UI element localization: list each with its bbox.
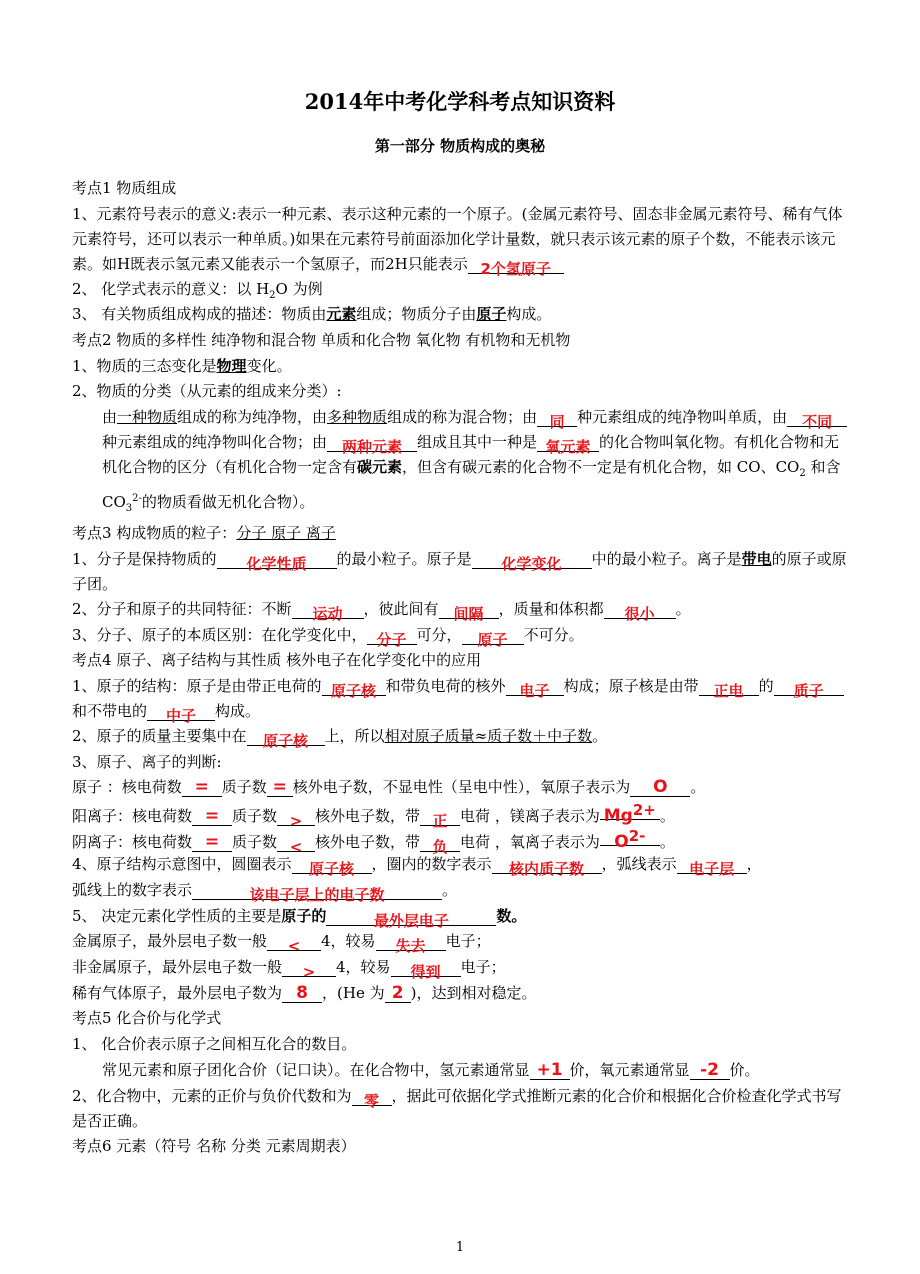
answer-text: 最外层电子: [373, 911, 449, 930]
answer-text: 核内质子数: [509, 860, 585, 879]
answer-text: 同: [549, 413, 565, 432]
answer-text: 零: [364, 1091, 380, 1110]
kp2-heading: 考点2 物质的多样性 纯净物和混合物 单质和化合物 氧化物 有机物和无机物: [72, 331, 571, 350]
kp2-item-1: 1、物质的三态变化是物理变化。: [72, 356, 292, 375]
kp3-heading: 考点3 构成物质的粒子：分子 原子 离子: [72, 524, 336, 543]
kp1-item-1: 1、元素符号表示的意义:表示一种元素、表示这种元素的一个原子。(金属元素符号、固态非金属元素符号、稀有气体元素符号，还可以表示一种单质。)如果在元素符号前面添加化学计量数，就只表示该元素的原子个数，不能表示该元素。如H既表示氢元素又能表示一个氢原子，而2H只能表示 2个氢原子: [72, 204, 843, 278]
answer-text: 氧元素: [545, 438, 591, 457]
answer-text: 电子层: [689, 860, 735, 879]
kp4-item-3: 3、原子、离子的判断:: [72, 752, 222, 771]
answer-text: <: [289, 837, 303, 856]
answer-text: 原子核: [309, 860, 355, 879]
metal-line: 金属原子，最外层电子数一般 < 4，较易 失去 电子；: [72, 932, 491, 956]
answer-blank: 2个氢原子: [468, 255, 564, 274]
answer-text: O: [653, 777, 668, 798]
answer-text: 得到: [410, 963, 441, 982]
answer-text: 原子核: [263, 731, 309, 750]
nonmetal-line: 非金属原子，最外层电子数一般 > 4，较易 得到 电子；: [72, 958, 506, 982]
answer-text: -2: [700, 1059, 719, 1080]
answer-text: 化学性质: [246, 554, 307, 573]
kp3-item-3: 3、分子、原子的本质区别：在化学变化中， 分子 可分， 原子 不可分。: [72, 625, 584, 649]
answer-text: >: [289, 811, 303, 830]
kp4-item-5: 5、 决定元素化学性质的主要是原子的 最外层电子 数。: [72, 906, 527, 930]
answer-text: =: [272, 777, 287, 798]
answer-text: =: [204, 805, 220, 826]
answer-text: 化学变化: [501, 554, 562, 573]
page-number: 1: [455, 1240, 465, 1255]
kp6-heading: 考点6 元素（符号 名称 分类 元素周期表）: [72, 1136, 356, 1155]
kp1-item-2: 2、 化学式表示的意义：以 $H_2O$ 为例: [72, 279, 323, 301]
noble-gas-line: 稀有气体原子，最外层电子数为 8 ，(He 为 2 )，达到相对稳定。: [72, 982, 537, 1003]
answer-text: 很小: [624, 604, 655, 623]
answer-text: Mg: [603, 805, 633, 826]
answer-text: 中子: [166, 706, 197, 725]
answer-text: 两种元素: [342, 438, 403, 457]
answer-text: 该电子层上的电子数: [249, 886, 385, 904]
kp3-item-1: 1、分子是保持物质的 化学性质 的最小粒子。原子是 化学变化 中的最小粒子。离子是带电的原子或原子团。: [72, 549, 847, 593]
answer-text: <: [287, 937, 301, 956]
kp2-item-2: 2、物质的分类（从元素的组成来分类）:: [72, 382, 342, 401]
kp1-item-3: 3、 有关物质组成构成的描述：物质由元素组成；物质分子由原子构成。: [72, 305, 552, 324]
atom-line: 原子 ：核电荷数 = 质子数 = 核外电子数，不显电性（呈电中性），氧原子表示为 O 。: [72, 777, 706, 798]
kp4-heading: 考点4 原子、离子结构与其性质 核外电子在化学变化中的应用: [72, 651, 482, 670]
anion-line: 阴离子：核电荷数 = 质子数 < 核外电子数，带 负 电荷 ，氧离子表示为 $O^{2-}$ 。: [72, 826, 675, 856]
kp2-paragraph: 由一种物质组成的称为纯净物，由多种物质组成的称为混合物；由 同 种元素组成的纯净物叫单质，由 不同种元素组成的纯净物叫化合物；由 两种元素 组成且其中一种是 氧元素 的化合物叫氧化物。有机化合物和无机化合物的区分（有机化合物一定含有碳元素，但含有碳元素的化合物不一定是有机化合物，如 CO、$CO_2$ 和含 $CO_3^{2-}$的物质看做无机化合物）。: [72, 405, 852, 521]
kp5-item-1b: 常见元素和原子团化合价（记口诀）。在化合物中，氢元素通常显 +1 价，氧元素通常显 -2 价。: [102, 1059, 760, 1080]
answer-text: 正电: [713, 681, 744, 700]
answer-text: =: [194, 777, 209, 798]
kp1-heading: 考点1 物质组成: [72, 179, 177, 197]
kp3-item-2: 2、分子和原子的共同特征：不断 运动 ，彼此间有 间隔 ，质量和体积都 很小 。: [72, 599, 691, 623]
answer-text: 2: [391, 982, 404, 1003]
answer-text: +1: [536, 1059, 563, 1080]
kp4-item-1: 1、原子的结构：原子是由带正电荷的 原子核 和带负电荷的核外 电子 构成；原子核是由带 正电 的 质子和不带电的 中子 构成。: [72, 674, 852, 724]
answer-text: O: [614, 831, 629, 852]
answer-text: 正: [432, 811, 448, 830]
answer-text: 负: [432, 837, 448, 856]
kp5-item-2: 2、化合物中，元素的正价与负价代数和为 零 ，据此可依据化学式推断元素的化合价和根据化合价检查化学式书写是否正确。: [72, 1086, 842, 1130]
kp5-item-1: 1、 化合价表示原子之间相互化合的数目。: [72, 1035, 357, 1054]
answer-text: 运动: [312, 604, 343, 623]
answer-text: =: [204, 831, 220, 852]
answer-text: 不同: [802, 413, 833, 432]
answer-text: 分子: [376, 630, 407, 649]
document-body: [72, 176, 852, 1159]
answer-text: 8: [296, 982, 308, 1003]
kp4-item-4b: 弧线上的数字表示 该电子层上的电子数 。: [72, 881, 458, 904]
kp4-item-2: 2、原子的质量主要集中在 原子核 上，所以相对原子质量≈质子数＋中子数。: [72, 726, 608, 750]
answer-text: 电子: [519, 681, 550, 700]
section-title: 第一部分 物质构成的奥秘: [374, 137, 546, 155]
kp4-item-4: 4、原子结构示意图中，圆圈表示 原子核 ，圈内的数字表示 核内质子数 ，弧线表示 电子层 ，: [72, 855, 762, 879]
answer-text: 原子核: [331, 681, 377, 700]
kp5-heading: 考点5 化合价与化学式: [72, 1009, 222, 1028]
document-title: 2014年中考化学科考点知识资料: [304, 89, 616, 114]
cation-line: 阳离子：核电荷数 = 质子数 > 核外电子数，带 正 电荷 ，镁离子表示为 $Mg^{2+}$ 。: [72, 800, 675, 830]
answer-text: 原子: [477, 630, 508, 649]
answer-text: >: [302, 963, 316, 982]
answer-text: 质子: [793, 681, 824, 700]
answer-text: 间隔: [453, 604, 484, 623]
answer-text: 失去: [395, 937, 426, 956]
